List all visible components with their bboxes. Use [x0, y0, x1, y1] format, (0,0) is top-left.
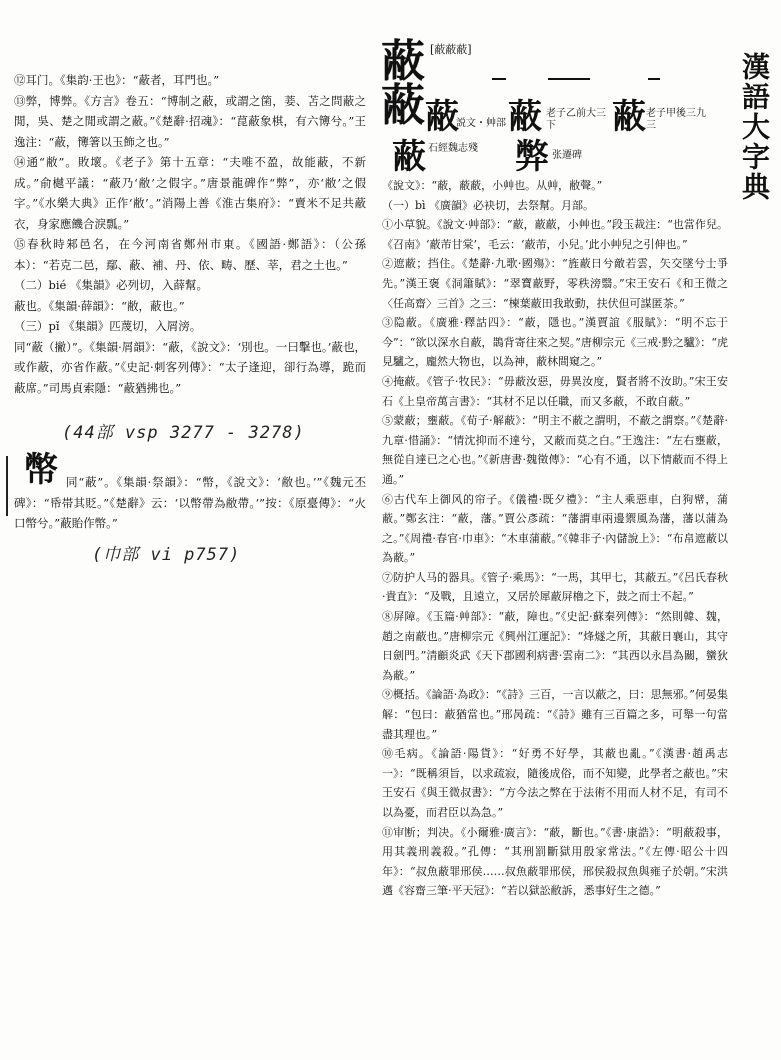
- right-para: ⑪审断；判决。《小爾雅·廣言》：“蔽，斷也。”《書·康誥》：“明蔽殺事，用其義刑義殺。”孔傳：“其刑罰斷獄用殷家常法。”《左傳·昭公十四年》：“叔魚蔽罪邢侯……叔魚蔽罪邢侯，邢侯殺叔魚與雍子於朝。”宋洪邁《容齋三筆·平天冠》：“若以獄訟敝訴，悉事好生之德。”: [382, 825, 728, 898]
- entry2-text: 同“蔽”。《集韻·祭韻》：“幣，《說文》：‘敝也。’”《魏元丕碑》：“帋帯其貶。”《楚辭》云：‘以幣帶為敝帶。’”按：《原臺傳》：“火口幣兮。”蔽貽作幣。”: [14, 475, 366, 530]
- left-para: （二）bié 《集韻》必列切，入薛幫。: [14, 278, 208, 292]
- left-column: [14, 70, 366, 398]
- left-para: 蔽也。《集韻·薛韻》：“敝，蔽也。”: [14, 298, 185, 313]
- right-para: ⑨概括。《論語·為政》：“《詩》三百，一言以蔽之，曰：思無邪。”何晏集解：“包曰：蔽猶當也。”邢昺疏：“《詩》雖有三百篇之多，可舉一句當盡其理也。”: [382, 688, 728, 741]
- right-para: ④掩蔽。《管子·牧民》：“毋蔽汝惡，毋異汝度，賢者將不汝助。”宋王安石《上皇帝萬言書》：“其材不足以任職，而又多蔽，不敢自蔽。”: [382, 374, 728, 408]
- dash-1: [492, 78, 506, 80]
- book-title: 漢語大字典: [738, 52, 771, 202]
- left-para: （三）pǐ 《集韻》匹蔑切，入屑滂。: [14, 319, 202, 333]
- right-para: ⑩毛病。《論語·陽貨》：“好勇不好學，其蔽也亂。”《漢書·趙禹志一》：“既稱須旨，以求疏寂，隨後成俗，而不知變，此學者之蔽也。”宋王安石《與王微叔書》：“方今法之弊在于法術不用而人材不足，有司不以為憂，而君臣以為急。”: [382, 747, 728, 819]
- handwritten-note-1: (44部 vsp 3277 - 3278): [62, 423, 305, 443]
- right-para: ③隐蔽。《廣雅·釋詁四》：“蔽，隱也。”漢賈誼《服賦》：“明不忘于今”：“欲以深水自蔽，鵲背寄往來之契。”唐柳宗元《三戒·黔之驢》：“虎見驢之，龐然大物也，以為神，蔽林間窺之。”: [382, 316, 728, 369]
- left-para: ⑫耳门。《集韵·王也》：“蔽者，耳門也。”: [14, 73, 220, 87]
- headword-variant-c: 蔽: [612, 97, 646, 137]
- right-para: ⑦防护人马的器具。《管子·乘馬》：“一馬，其甲七，其蔽五。”《呂氏春秋·貴直》：“及戰，且遠立，又居於犀蔽屏櫓之下，鼓之而士不起。”: [382, 570, 728, 604]
- variant-b-note: 老子乙前大三下: [546, 108, 606, 131]
- left-para: ⑬弊，博弊。《方言》卷五：“博制之蔽，或謂之箘，菨、苫之問蔽之閒，吳、楚之閒或謂之蔽。”《楚辭·招魂》：“菎蔽象棋，有六簙兮。”王逸注：“蔽，簙箸以玉飾之也。”: [14, 93, 366, 149]
- headword-variant-b: 蔽: [508, 97, 542, 137]
- dash-3: [648, 78, 660, 80]
- entry2-headword: 幣: [24, 450, 58, 490]
- variant-a-note: 説文・艸部: [456, 118, 506, 129]
- right-para: （一）bì 《廣韻》必袂切，去祭幫。月部。: [382, 198, 595, 212]
- right-para: ⑥古代车上御风的帘子。《儀禮·既夕禮》：“主人乘惡車，白狗幦，蒲蔽。”鄭玄注：“蔽，藩。”賈公彥疏：“藩謂車兩邊禦風為藩，藩以蒲為之。”《周禮·春官·巾車》：“木車蒲蔽。”《韓非子·內儲說上》：“布帛遮蔽以為蔽。”: [382, 492, 728, 565]
- right-column: [382, 176, 728, 901]
- dash-2: [548, 78, 590, 80]
- right-para: ⑧屏障。《玉篇·艸部》：“蔽，障也。”《史記·蘇秦列傳》：“然則韓、魏，趙之南蔽也。”唐柳宗元《興州江運記》：“烽燧之所，其蔽日襄山，其守日劍門。”清顧炎武《天下郡國利病書·雲南二》：“其西以永昌為關，蠻狄為蔽。”: [382, 610, 728, 682]
- headword-main-2: 蔽: [381, 80, 425, 131]
- right-para: 《說文》：“蔽，蔽蔽，小艸也。从艸，敝聲。”: [382, 179, 603, 192]
- entry-marker-line: [6, 456, 8, 516]
- right-para: ⑤蒙蔽；壅蔽。《荀子·解蔽》：“明主不蔽之謂明，不蔽之謂察。”《楚辭·九章·惜誦》：“情沈抑而不達兮，又蔽而莫之白。”王逸注：“左右壅蔽，無從自達已之心也。”《新唐書·魏徵傳》：“心有不通，以下情蔽而不得上通。”: [382, 414, 728, 486]
- left-para: ⑭通“敝”。敗壞。《老子》第十五章：“夫唯不盈，故能蔽，不新成。”俞樾平議：“蔽乃‘敝’之假字。”唐景龍碑作“弊”，亦‘敝’之假字。”《水樂大典》正作‘敝’。”消陽上善《淮古集府》：“賣米不足共蔽衣，身家應饑合淚瓢。”: [14, 155, 366, 231]
- left-para: 同“蔽（撇）”。《集韻·屑韻》：“蔽，《說文》：‘別也。一曰擊也。’蔽也，或作蔽，亦省作蔽。”《史記·刺客列傳》：“太子逢迎，卻行為導，跪而蔽席。”司馬貞索隱：“蔽猶拂也。”: [14, 339, 366, 395]
- headword-variant-d: 蔽: [392, 137, 426, 177]
- headword-variant-note: [蔽蔽蔽]: [430, 43, 472, 56]
- left-para: ⑮春秋時邾邑名，在今河南省鄭州市東。《國語·鄭語》：（公孫本）：“若克二邑，鄢、蔽、補、丹、依、畴、歷、莘，君之土也。”: [14, 237, 366, 272]
- variant-d-note: 石經魏志殘: [428, 143, 478, 154]
- headword-variant-e: 弊: [515, 137, 549, 177]
- right-para: ①小草貌。《說文·艸部》：“蔽，蔽蔽，小艸也。”段玉裁注：“也當作兒。《召南》‘蔽芾甘棠’，毛云：‘蔽芾，小兒。’此小艸兒之引伸也。”: [382, 218, 728, 251]
- handwritten-note-2: (巾部 vi p757): [92, 545, 241, 565]
- right-para: ②遮蔽；挡住。《楚辭·九歌·國殤》：“旌蔽日兮敵若雲，矢交墜兮士爭先。”漢王褒《洞簫賦》：“翠寶蔽野，零秩滂翳。”宋王安石《和王微之〈任高齋〉三首》之三：“楝葉蔽田我敢動，扶伏但可謀匿茶。”: [382, 257, 728, 310]
- headword-main-1: 蔽: [381, 36, 425, 87]
- variant-c-note: 老子甲後三九三: [646, 108, 706, 131]
- variant-e-note: 张遷碑: [552, 150, 582, 161]
- headword-variant-a: 蔽: [425, 97, 459, 137]
